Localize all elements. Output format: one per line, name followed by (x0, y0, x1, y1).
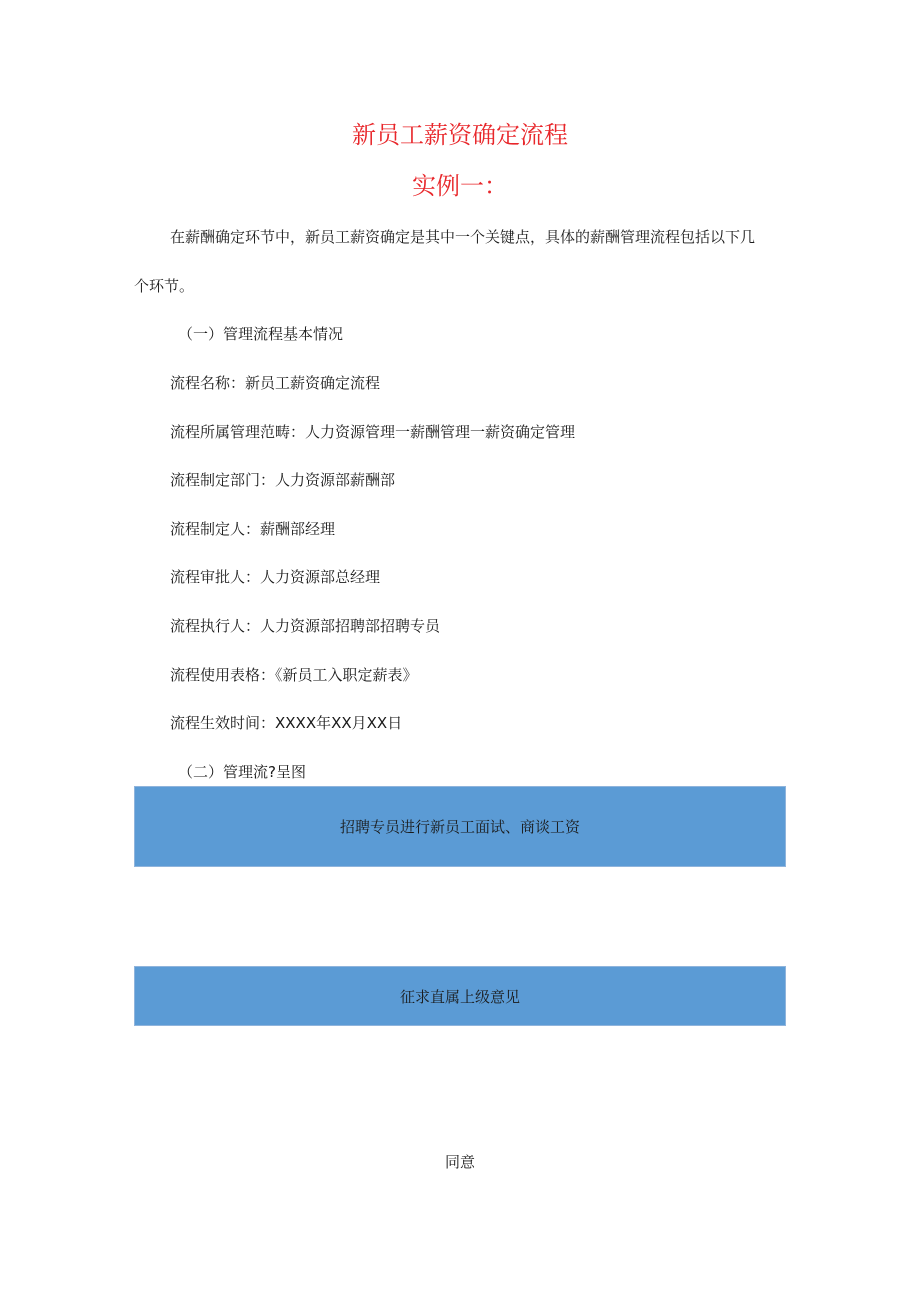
field-process-name: 流程名称：新员工薪资确定流程 (170, 374, 381, 392)
intro-paragraph-line-2: 个环节。 (134, 277, 195, 295)
document-subtitle: 实例一： (412, 172, 508, 200)
flowchart-step-2 (134, 966, 786, 1026)
flowchart-step-2-label: 征求直属上级意见 (399, 987, 520, 1006)
flowchart-step-1 (134, 786, 786, 867)
flowchart-step-1-label: 招聘专员进行新员工面试、商谈工资 (339, 818, 580, 836)
field-process-effective-date: 流程生效时间：XXXX年XX月XX日 (170, 714, 403, 732)
field-process-executor: 流程执行人：人力资源部招聘部招聘专员 (170, 617, 441, 635)
field-process-author: 流程制定人：薪酬部经理 (170, 520, 336, 538)
field-process-scope: 流程所属管理范畴：人力资源管理一薪酬管理一薪资确定管理 (170, 423, 576, 441)
intro-paragraph-line-1: 在薪酬确定环节中，新员工薪资确定是其中一个关键点，具体的薪酬管理流程包括以下几 (170, 228, 756, 246)
field-process-approver: 流程审批人：人力资源部总经理 (170, 568, 381, 586)
section-1-heading: （一）管理流程基本情况 (178, 325, 344, 343)
field-process-form: 流程使用表格：《新员工入职定薪表》 (170, 666, 418, 684)
flowchart-connector-label: 同意 (444, 1153, 475, 1171)
field-process-department: 流程制定部门：人力资源部薪酬部 (170, 471, 396, 489)
document-title: 新员工薪资确定流程 (352, 121, 568, 149)
section-2-heading: （二）管理流?呈图 (178, 763, 306, 781)
